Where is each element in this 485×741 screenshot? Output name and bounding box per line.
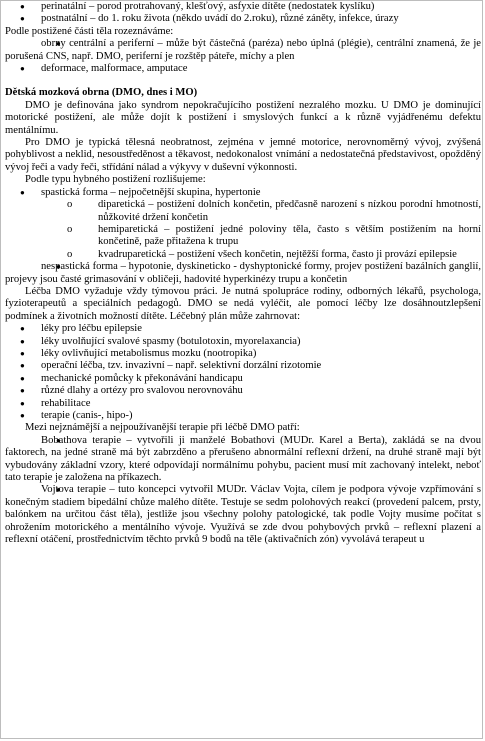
list-item: ● deformace, malformace, amputace xyxy=(5,63,481,75)
list-item: ● terapie (canis-, hipo-) xyxy=(5,410,481,422)
list-item: ● různé dlahy a ortézy pro svalovou nerovnováhu xyxy=(5,385,481,397)
list-item: ● léky pro léčbu epilepsie xyxy=(5,323,481,335)
list-item: ● postnatální – do 1. roku života (někdo uvádí do 2.roku), různé záněty, infekce, úrazy xyxy=(5,13,481,25)
spastic-sub-list xyxy=(5,199,481,261)
type-list-continued xyxy=(5,261,481,286)
list-item: ● perinatální – porod protrahovaný, klešťový, asfyxie dítěte (nedostatek kyslíku) xyxy=(5,1,481,13)
sub-list-item: o diparetická – postižení dolních končetin, předčasně narození s nízkou porodní hmotností, nůžkovité držení končetin xyxy=(5,199,481,224)
paragraph-treatment: Léčba DMO vyžaduje vždy týmovou práci. Je nutná spolupráce rodiny, odborných lékařů, psychologa, fyzioterapeutů a speciálních pedagogů. DMO se nedá vyléčit, ale pomocí léčby lze dosáhnoutzlepšení podmínek a životních možností dítěte. Léčebný plán může zahrnovat: xyxy=(5,285,481,322)
part-list xyxy=(5,38,481,75)
list-item-nonspastic: ● nespastická forma – hypotonie, dyskineticko - dyshyptonické formy, projev postižení bazálních ganglií, projevy jsou časté grimasování v obličeji, hadovité hyperkinézy trupu a končetin xyxy=(5,261,481,286)
sub-list-item: o hemiparetická – postižení jedné poloviny těla, často s větším postižením na horní končetině, paže přitažena k trupu xyxy=(5,224,481,249)
paragraph-typical: Pro DMO je typická tělesná neobratnost, zejména v jemné motorice, nerovnoměrný vývoj, zvýšená pohyblivost a neklid, nesoustředěnost a těkavost, nedokonalost vnímání a nedostatečná představivost, opožděný vývoj řeči a vady řeči, střídání nálad a výkyvy v duševní výkonnosti. xyxy=(5,137,481,173)
paragraph-definition: DMO je definována jako syndrom nepokračujícího postižení nezralého mozku. U DMO je dominující motorické postižení, ale může dojít k postižení i smyslových funkcí a k různě vyjádřenému defektu mentálnímu. xyxy=(5,99,481,136)
list-item-spastic: ● spastická forma – nejpočetnější skupina, hypertonie xyxy=(5,187,481,199)
treatment-list xyxy=(5,323,481,422)
list-item: ● obrny centrální a periferní – může být částečná (paréza) nebo úplná (plégie), centrální znamená, že je porušená CNS, např. DMO, periferní je rozštěp páteře, míchy a plen xyxy=(5,38,481,63)
list-item-vojta: ● Vojtova terapie – tuto koncepci vytvořil MUDr. Václav Vojta, cílem je podpora vývoje vzpřímování s konečným stadiem bipedální chůze malého dítěte. Testuje se sedm polohových reakcí (provedení palcem, prsty, balónkem na určitou část těla), jestliže jsou všechny polohy patologické, tak podle Vojty musíme počítat s ohrožením motorického a mentálního vývoje. Využívá se zde dvou pohybových prvků – reflexní plazení a reflexní otáčení, prostřednictvím těchto prvků 9 bodů na těle (aktivačních zón) vyvolává terapeut u xyxy=(5,484,481,546)
paragraph-types-intro: Podle typu hybného postižení rozlišujeme: xyxy=(25,174,206,186)
document-content xyxy=(5,1,481,546)
sub-list-item: o kvadruparetická – postižení všech končetin, nejtěžší forma, často ji provází epilepsie xyxy=(5,249,481,261)
cause-list xyxy=(5,1,481,26)
section-heading: Dětská mozková obrna (DMO, dnes i MO) xyxy=(5,87,198,99)
list-item-bobath: ● Bobathova terapie – vytvořili ji manželé Bobathovi (MUDr. Karel a Berta), zakládá se na dvou faktorech, na jedné straně má být zabrzděno a přerušeno abnormální reflexní držení, na druhé straně mají být vybudovány základní vzory, které odpovídají normálnímu pohybu, pacient musí mít zachovaný intelekt, neboť tato terapie je založena na příkazech. xyxy=(5,435,481,485)
list-item: ● operační léčba, tzv. invazivní – např. selektivní dorzální rizotomie xyxy=(5,360,481,372)
therapy-list xyxy=(5,435,481,547)
list-item: ● mechanické pomůcky k překonávání handicapu xyxy=(5,373,481,385)
type-list xyxy=(5,187,481,199)
list-item: ● léky ovlivňující metabolismus mozku (nootropika) xyxy=(5,348,481,360)
paragraph-part-intro: Podle postižené části těla rozeznáváme: xyxy=(5,25,174,37)
list-item: ● rehabilitace xyxy=(5,398,481,410)
paragraph-therapies-intro: Mezi nejznámější a nejpoužívanější terapie při léčbě DMO patří: xyxy=(25,422,300,434)
list-item: ● léky uvolňující svalové spasmy (botulotoxin, myorelaxancia) xyxy=(5,336,481,348)
